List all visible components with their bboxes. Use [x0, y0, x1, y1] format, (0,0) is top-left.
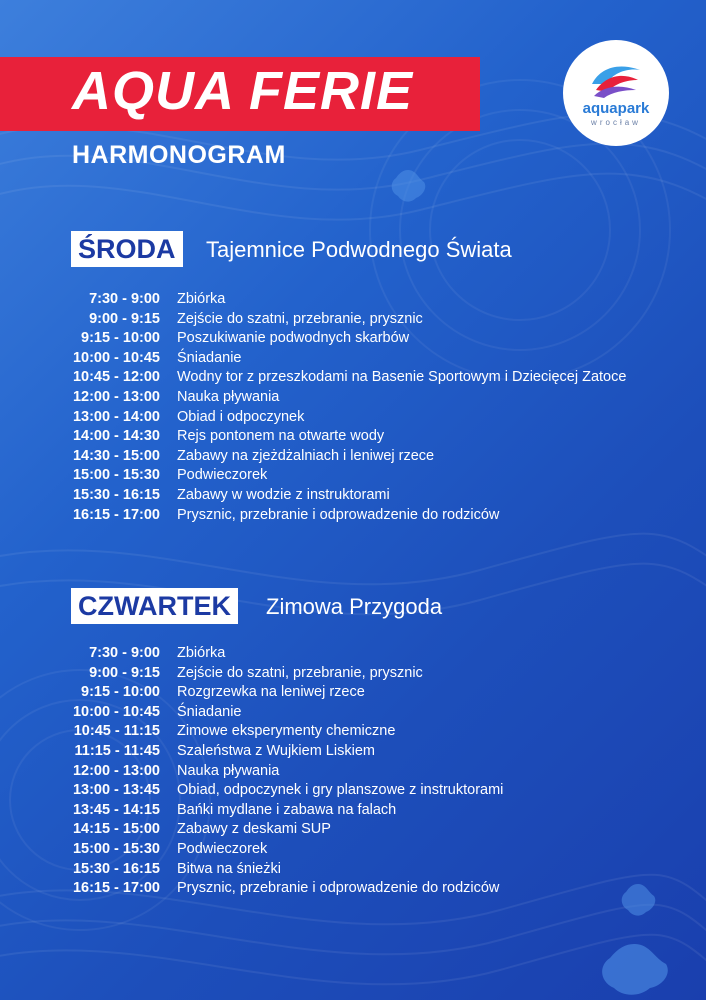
activity: Zbiórka: [177, 645, 226, 661]
activity: Nauka pływania: [177, 762, 280, 779]
schedule-row: [0, 428, 706, 448]
time-slot: 16:15 - 17:00: [72, 506, 160, 523]
schedule-row: [0, 841, 706, 861]
wave-logo-icon: [588, 58, 644, 98]
schedule-row: [0, 369, 706, 389]
time-slot: 9:00 - 9:15: [89, 664, 160, 681]
schedule-row: [0, 704, 706, 724]
schedule-row: [0, 821, 706, 841]
schedule-row: [0, 330, 706, 350]
day-theme: Tajemnice Podwodnego Świata: [206, 237, 512, 262]
activity: Obiad, odpoczynek i gry planszowe z instruktorami: [177, 782, 504, 799]
time-slot: 13:00 - 13:45: [72, 782, 160, 799]
schedule-row: [0, 409, 706, 429]
activity: Śniadanie: [177, 703, 242, 720]
schedule-row: [0, 507, 706, 527]
schedule-row: [0, 802, 706, 822]
schedule-row: [0, 487, 706, 507]
time-slot: 10:45 - 11:15: [73, 723, 160, 740]
schedule-row: [0, 861, 706, 881]
schedule-row: [0, 467, 706, 487]
time-slot: 10:00 - 10:45: [72, 349, 160, 366]
time-slot: 15:30 - 16:15: [72, 860, 160, 877]
time-slot: 9:00 - 9:15: [89, 310, 160, 327]
time-slot: 15:30 - 16:15: [72, 487, 160, 503]
page-subtitle: HARMONOGRAM: [72, 141, 286, 169]
time-slot: 16:15 - 17:00: [72, 880, 160, 897]
day-label: CZWARTEK: [71, 588, 238, 624]
schedule-row: [0, 448, 706, 468]
activity: Nauka pływania: [177, 389, 280, 405]
activity: Prysznic, przebranie i odprowadzenie do rodziców: [177, 506, 500, 523]
time-slot: 9:15 - 10:00: [81, 330, 160, 347]
schedule-row: [0, 763, 706, 783]
decorative-blob: [596, 940, 672, 1000]
time-slot: 7:30 - 9:00: [89, 291, 160, 307]
time-slot: 14:15 - 15:00: [72, 821, 160, 838]
activity: Zimowe eksperymenty chemiczne: [177, 723, 396, 740]
activity: Wodny tor z przeszkodami na Basenie Sportowym i Dziecięcej Zatoce: [177, 369, 627, 386]
activity: Zabawy w wodzie z instruktorami: [177, 487, 390, 503]
time-slot: 13:45 - 14:15: [72, 801, 160, 818]
time-slot: 13:00 - 14:00: [72, 408, 160, 425]
time-slot: 10:45 - 12:00: [72, 369, 160, 386]
schedule-row: [0, 645, 706, 665]
schedule-row: [0, 723, 706, 743]
activity: Zabawy na zjeżdżalniach i leniwej rzece: [177, 447, 435, 464]
time-slot: 10:00 - 10:45: [72, 703, 160, 720]
schedule-row: [0, 389, 706, 409]
aquapark-logo: [563, 40, 669, 146]
time-slot: 12:00 - 13:00: [72, 762, 160, 779]
time-slot: 11:15 - 11:45: [74, 743, 160, 759]
activity: Obiad i odpoczynek: [177, 408, 305, 425]
schedule-row: [0, 782, 706, 802]
logo-city: wrocław: [591, 118, 641, 127]
activity: Bitwa na śnieżki: [177, 860, 281, 877]
activity: Bańki mydlane i zabawa na falach: [177, 801, 397, 818]
schedule-row: [0, 684, 706, 704]
day-theme: Zimowa Przygoda: [266, 594, 443, 619]
decorative-blob: [388, 166, 428, 206]
schedule-row: [0, 665, 706, 685]
activity: Zejście do szatni, przebranie, prysznic: [177, 310, 423, 327]
activity: Rejs pontonem na otwarte wody: [177, 428, 385, 445]
page-title: AQUA FERIE: [72, 61, 414, 121]
activity: Podwieczorek: [177, 841, 268, 857]
activity: Zejście do szatni, przebranie, prysznic: [177, 664, 423, 681]
time-slot: 7:30 - 9:00: [89, 645, 160, 661]
activity: Śniadanie: [177, 349, 242, 366]
activity: Zbiórka: [177, 291, 226, 307]
activity: Podwieczorek: [177, 467, 268, 484]
activity: Rozgrzewka na leniwej rzece: [177, 684, 365, 701]
time-slot: 14:00 - 14:30: [72, 428, 160, 445]
time-slot: 15:00 - 15:30: [72, 467, 160, 484]
time-slot: 12:00 - 13:00: [72, 389, 160, 405]
schedule-row: [0, 311, 706, 331]
activity: Prysznic, przebranie i odprowadzenie do rodziców: [177, 880, 500, 897]
schedule-row: [0, 350, 706, 370]
activity: Szaleństwa z Wujkiem Liskiem: [177, 743, 375, 759]
activity: Poszukiwanie podwodnych skarbów: [177, 330, 410, 347]
logo-name: aquapark: [582, 100, 650, 117]
schedule-row: [0, 880, 706, 900]
time-slot: 9:15 - 10:00: [81, 684, 160, 701]
time-slot: 15:00 - 15:30: [72, 841, 160, 857]
activity: Zabawy z deskami SUP: [177, 821, 331, 838]
schedule-row: [0, 291, 706, 311]
day-label: ŚRODA: [71, 231, 183, 267]
time-slot: 14:30 - 15:00: [72, 447, 160, 464]
schedule-row: [0, 743, 706, 763]
